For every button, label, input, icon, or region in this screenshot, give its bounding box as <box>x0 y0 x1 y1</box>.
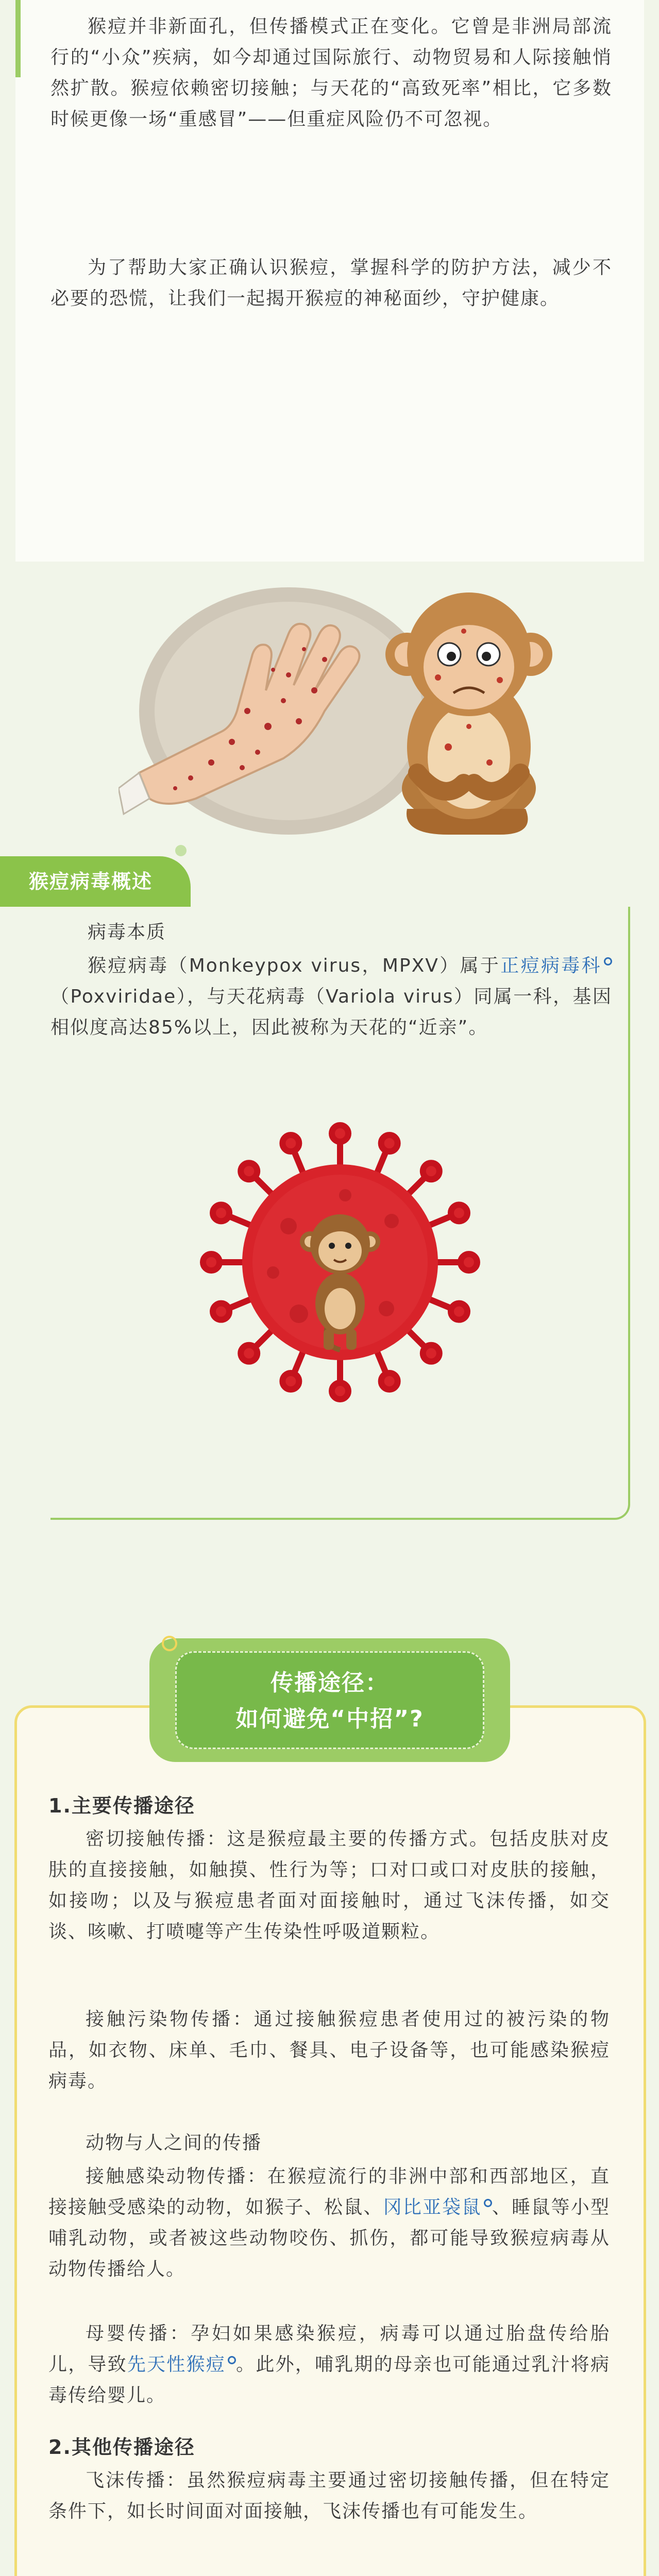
virus-spike-tip <box>451 1303 467 1320</box>
poxviridae-link[interactable]: 正痘病毒科 <box>500 955 602 976</box>
fomite-paragraph: 接触污染物传播：通过接触猴痘患者使用过的被污染的物品，如衣物、床单、毛巾、餐具、电子设备等，也可能感染猴痘病毒。 <box>48 2009 610 2092</box>
transmission-title-line-1: 传播途径： <box>271 1670 389 1696</box>
mother-infant-paragraph <box>48 2318 610 2411</box>
overview-paragraph <box>50 951 612 1043</box>
transmission-title-line-2: 如何避免“中招”? <box>235 1706 424 1732</box>
close-contact-paragraph: 密切接触传播：这是猴痘最主要的传播方式。包括皮肤对皮肤的直接接触，如触摸、性行为等；口对口或口对皮肤的接触，如接吻；以及与猴痘患者面对面接触时，通过飞沫传播，如交谈、咳嗽、打喷嚏等产生传染性呼吸道颗粒。 <box>48 1828 610 1942</box>
transmission-title <box>175 1651 484 1749</box>
heading-main-routes: 1.主要传播途径 <box>48 1794 195 1817</box>
virus-spike-tip <box>461 1254 477 1270</box>
virus-monkey-illustration <box>196 1118 484 1406</box>
mother-text-a: 母婴传播：孕妇如果感染猴痘，病毒可以通过胎盘传给胎儿，导致 <box>48 2323 610 2375</box>
virus-spike-tip <box>332 1383 348 1399</box>
virus-spike-tip <box>213 1205 229 1221</box>
virus-spike-tip <box>241 1163 257 1179</box>
intro-paragraph-1: 猴痘并非新面孔，但传播模式正在变化。它曾是非洲局部流行的“小众”疾病，如今却通过国际旅行、动物贸易和人际接触悄然扩散。猴痘依赖密切接触；与天花的“高致死率”相比，它多数时候更像一场“重感冒”——但重症风险仍不可忽视。 <box>50 16 612 130</box>
overview-text-b: （Poxviridae），与天花病毒（Variola virus）同属一科，基因相似度高达85%以上，因此被称为天花的“近亲”。 <box>50 986 612 1038</box>
overview-heading: 病毒本质 <box>88 922 166 943</box>
droplet-paragraph: 飞沫传播：虽然猴痘病毒主要通过密切接触传播，但在特定条件下，如长时间面对面接触，飞沫传播也有可能发生。 <box>48 2470 610 2522</box>
mother-text-b: 。此外，哺乳期的母亲也可能通过乳汁将病毒传给婴儿。 <box>48 2354 610 2406</box>
heading-other-routes: 2.其他传播途径 <box>48 2436 195 2459</box>
animal-text-b: 、睡鼠等小型哺乳动物，或者被这些动物咬伤、抓伤，都可能导致猴痘病毒从动物传播给人。 <box>48 2197 610 2280</box>
virus-spike-tip <box>381 1135 398 1151</box>
virus-spike-tip <box>241 1345 257 1362</box>
overview-section-tab: 猴痘病毒概述 <box>0 856 191 907</box>
search-icon <box>484 2199 492 2207</box>
intro-accent-stripe <box>15 0 21 77</box>
sexual-transmission-paragraph <box>48 2571 610 2576</box>
virus-spike-tip <box>282 1135 299 1151</box>
animal-text-a: 接触感染动物传播：在猴痘流行的非洲中部和西部地区，直接接触受感染的动物，如猴子、松鼠、 <box>48 2166 610 2218</box>
intro-paragraph-2: 为了帮助大家正确认识猴痘，掌握科学的防护方法，减少不必要的恐慌，让我们一起揭开猴痘的神秘面纱，守护健康。 <box>50 257 612 309</box>
overview-tab-dot <box>175 845 187 856</box>
transmission-title-bubble <box>162 1636 177 1651</box>
search-icon <box>228 2356 236 2364</box>
virus-spike-tip <box>381 1373 398 1389</box>
virus-spike-tip <box>203 1254 219 1270</box>
congenital-monkeypox-link[interactable]: 先天性猴痘 <box>127 2354 226 2375</box>
gambian-rat-link[interactable]: 冈比亚袋鼠 <box>383 2197 482 2218</box>
virus-spike-tip <box>332 1125 348 1142</box>
virus-spike-tip <box>213 1303 229 1320</box>
virus-spike-tip <box>451 1205 467 1221</box>
virus-spike-tip <box>423 1163 440 1179</box>
virus-spike-tip <box>282 1373 299 1389</box>
hand-rash-monkey-illustration <box>119 556 562 845</box>
animal-heading: 动物与人之间的传播 <box>86 2132 262 2154</box>
search-icon <box>604 957 612 965</box>
animal-paragraph <box>48 2161 610 2285</box>
virus-spike-tip <box>423 1345 440 1362</box>
overview-text-a: 猴痘病毒（Monkeypox virus，MPXV）属于 <box>88 955 501 976</box>
